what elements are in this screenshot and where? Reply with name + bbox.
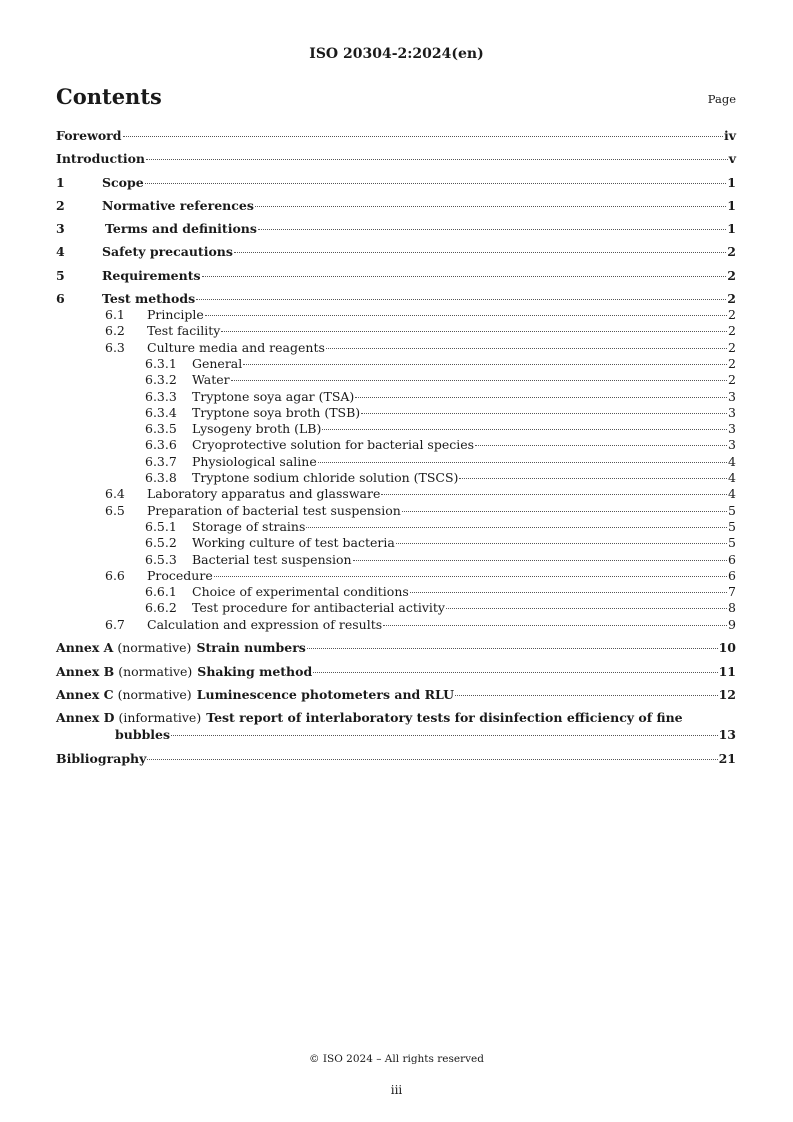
toc-entry-title: Scope xyxy=(102,174,144,190)
toc-section-number: 6.3.4 xyxy=(145,404,177,420)
toc-entry-title-line1: Test report of interlaboratory tests for disinfection efficiency of fine xyxy=(206,710,683,726)
toc-entry-title: Lysogeny broth (LB) xyxy=(192,421,322,437)
annex-label: Annex A xyxy=(56,640,114,656)
toc-entry-title: Test facility xyxy=(147,323,221,339)
toc-page-number: 3 xyxy=(728,388,736,404)
toc-entry-test-facility[interactable] xyxy=(56,323,736,339)
toc-page-number: 8 xyxy=(728,600,736,616)
toc-entry-title: Bacterial test suspension xyxy=(192,551,352,567)
toc-section-number: 5 xyxy=(56,267,65,283)
toc-page-number: 1 xyxy=(727,197,736,213)
toc-section-number: 6.5.3 xyxy=(145,551,177,567)
toc-section-number: 6.2 xyxy=(105,323,125,339)
toc-entry-title: Normative references xyxy=(102,197,254,213)
toc-page-number: 1 xyxy=(727,221,736,237)
toc-entry-title: Test methods xyxy=(102,291,196,307)
toc-entry-title: Principle xyxy=(147,307,204,323)
toc-entry-principle[interactable] xyxy=(56,307,736,323)
toc-entry-title: Safety precautions xyxy=(102,244,233,260)
leader-dots xyxy=(361,413,727,414)
leader-dots xyxy=(123,136,723,137)
annex-kind: (normative) xyxy=(117,686,192,702)
toc-entry-title: General xyxy=(192,355,243,371)
toc-entry-title: Calculation and expression of results xyxy=(147,616,383,632)
toc-section-number: 6.5.1 xyxy=(145,518,177,534)
toc-entry-title: Physiological saline xyxy=(192,453,317,469)
toc-entry-normative-references[interactable] xyxy=(56,197,736,214)
toc-section-number: 6.3 xyxy=(105,339,125,355)
toc-entry-general[interactable] xyxy=(56,356,736,372)
toc-entry-working-culture[interactable] xyxy=(56,535,736,551)
toc-page-number: 10 xyxy=(718,640,736,656)
document-id-header: ISO 20304-2:2024(en) xyxy=(309,46,484,62)
toc-section-number: 6.6.1 xyxy=(145,584,177,600)
leader-dots xyxy=(446,608,727,609)
toc-entry-calculation[interactable] xyxy=(56,617,736,633)
toc-entry-title: Bibliography xyxy=(56,750,147,766)
toc-entry-annex-d[interactable] xyxy=(56,709,736,743)
toc-page-number: 11 xyxy=(718,663,736,679)
toc-entry-title: Working culture of test bacteria xyxy=(192,535,395,551)
toc-entry-terms-and-definitions[interactable] xyxy=(56,220,736,237)
toc-section-number: 6.7 xyxy=(105,616,125,632)
toc-page-number: 2 xyxy=(727,244,736,260)
leader-dots xyxy=(231,380,727,381)
toc-entry-title: Tryptone sodium chloride solution (TSCS) xyxy=(192,470,459,486)
toc-section-number: 3 xyxy=(56,221,65,237)
toc-page-number: 3 xyxy=(728,437,736,453)
toc-section-number: 6.6.2 xyxy=(145,600,177,616)
toc-page-number: 6 xyxy=(728,551,736,567)
toc-page-number: 3 xyxy=(728,421,736,437)
toc-section-number: 4 xyxy=(56,244,65,260)
toc-section-number: 6 xyxy=(56,291,65,307)
page-column-label: Page xyxy=(707,92,736,106)
copyright-notice: © ISO 2024 – All rights reserved xyxy=(309,1053,484,1065)
leader-dots xyxy=(306,527,727,528)
toc-section-number: 2 xyxy=(56,197,65,213)
leader-dots xyxy=(146,159,728,160)
toc-page-number: 2 xyxy=(727,267,736,283)
toc-page-number: 6 xyxy=(728,567,736,583)
annex-kind: (informative) xyxy=(118,710,202,726)
toc-page-number: 12 xyxy=(718,686,736,702)
toc-page-number: 2 xyxy=(728,339,736,355)
leader-dots xyxy=(243,364,727,365)
toc-page-number: 2 xyxy=(728,372,736,388)
toc-entry-title: Cryoprotective solution for bacterial species xyxy=(192,437,475,453)
toc-page-number: 2 xyxy=(728,323,736,339)
toc-page-number: iv xyxy=(723,128,736,143)
toc-entry-title: Terms and definitions xyxy=(105,221,257,237)
toc-page-number: 7 xyxy=(728,584,736,600)
leader-dots xyxy=(402,511,727,512)
toc-section-number: 6.3.7 xyxy=(145,453,177,469)
toc-section-number: 6.3.3 xyxy=(145,388,177,404)
toc-page-number: 5 xyxy=(728,535,736,551)
toc-page-number: 4 xyxy=(728,453,736,469)
table-of-contents xyxy=(56,127,736,767)
toc-entry-title: Laboratory apparatus and glassware xyxy=(147,486,381,502)
toc-entry-test-procedure[interactable] xyxy=(56,600,736,616)
toc-entry-introduction[interactable] xyxy=(56,150,736,167)
leader-dots xyxy=(234,252,726,253)
toc-entry-title: Tryptone soya agar (TSA) xyxy=(192,388,355,404)
annex-kind: (normative) xyxy=(117,640,192,656)
toc-entry-title: Preparation of bacterial test suspension xyxy=(147,502,401,518)
toc-entry-title: Shaking method xyxy=(197,663,313,679)
leader-dots xyxy=(147,759,717,760)
toc-entry-culture-media[interactable] xyxy=(56,340,736,356)
toc-page-number: 9 xyxy=(728,616,736,632)
toc-entry-title: Procedure xyxy=(147,567,213,583)
toc-entry-title: Requirements xyxy=(102,267,201,283)
toc-entry-title: Test procedure for antibacterial activity xyxy=(192,600,445,616)
leader-dots xyxy=(475,445,727,446)
toc-entry-title: Storage of strains xyxy=(192,518,306,534)
toc-entry-annex-b[interactable] xyxy=(56,663,736,680)
toc-entry-annex-a[interactable] xyxy=(56,639,736,656)
toc-entry-lb[interactable] xyxy=(56,421,736,437)
leader-dots xyxy=(353,560,727,561)
leader-dots xyxy=(318,462,727,463)
toc-entry-procedure[interactable] xyxy=(56,568,736,584)
leader-dots xyxy=(255,206,726,207)
toc-page-number: 2 xyxy=(727,291,736,307)
annex-label: Annex C xyxy=(56,686,114,702)
toc-page-number: 5 xyxy=(728,502,736,518)
toc-page-number: 13 xyxy=(718,727,736,743)
toc-entry-tsa[interactable] xyxy=(56,389,736,405)
toc-section-number: 6.3.2 xyxy=(145,372,177,388)
toc-entry-tscs[interactable] xyxy=(56,470,736,486)
toc-page-number: v xyxy=(728,151,736,167)
toc-entry-title: Strain numbers xyxy=(196,640,306,656)
leader-dots xyxy=(202,276,727,277)
leader-dots xyxy=(459,478,727,479)
toc-entry-foreword[interactable] xyxy=(56,127,736,144)
leader-dots xyxy=(258,229,726,230)
toc-entry-title: Water xyxy=(192,372,230,388)
leader-dots xyxy=(355,397,727,398)
toc-section-number: 6.5 xyxy=(105,502,125,518)
leader-dots xyxy=(381,494,727,495)
annex-kind: (normative) xyxy=(118,663,193,679)
toc-entry-title: Introduction xyxy=(56,151,146,167)
toc-page-number: 5 xyxy=(728,518,736,534)
leader-dots xyxy=(145,183,727,184)
toc-entry-water[interactable] xyxy=(56,372,736,388)
toc-entry-storage-of-strains[interactable] xyxy=(56,519,736,535)
toc-section-number: 1 xyxy=(56,174,65,190)
toc-section-number: 6.3.5 xyxy=(145,421,177,437)
toc-entry-title: Foreword xyxy=(56,128,122,143)
toc-page-number: 4 xyxy=(728,486,736,502)
toc-entry-tsb[interactable] xyxy=(56,405,736,421)
toc-entry-bacterial-test-suspension[interactable] xyxy=(56,552,736,568)
toc-entry-requirements[interactable] xyxy=(56,267,736,284)
toc-section-number: 6.3.8 xyxy=(145,470,177,486)
toc-page-number: 2 xyxy=(728,355,736,371)
toc-page-number: 4 xyxy=(728,470,736,486)
leader-dots xyxy=(326,348,727,349)
toc-entry-title: Choice of experimental conditions xyxy=(192,584,409,600)
annex-label: Annex B xyxy=(56,663,115,679)
toc-entry-preparation-suspension[interactable] xyxy=(56,503,736,519)
toc-entry-cryoprotective[interactable] xyxy=(56,437,736,453)
toc-section-number: 6.5.2 xyxy=(145,535,177,551)
toc-page-number: 1 xyxy=(727,174,736,190)
contents-title: Contents xyxy=(56,84,162,109)
toc-section-number: 6.4 xyxy=(105,486,125,502)
page-number: iii xyxy=(390,1083,403,1097)
toc-entry-title-line2: bubbles xyxy=(115,727,171,743)
toc-entry-safety-precautions[interactable] xyxy=(56,243,736,260)
leader-dots xyxy=(383,625,727,626)
leader-dots xyxy=(313,672,717,673)
toc-entry-annex-c[interactable] xyxy=(56,686,736,703)
toc-page-number: 3 xyxy=(728,404,736,420)
leader-dots xyxy=(410,592,727,593)
leader-dots xyxy=(214,576,727,577)
toc-entry-physiological-saline[interactable] xyxy=(56,454,736,470)
leader-dots xyxy=(322,429,727,430)
leader-dots xyxy=(196,299,726,300)
toc-section-number: 6.1 xyxy=(105,307,125,323)
toc-entry-title: Luminescence photometers and RLU xyxy=(196,686,455,702)
toc-section-number: 6.3.6 xyxy=(145,437,177,453)
leader-dots xyxy=(396,543,727,544)
toc-entry-test-methods[interactable] xyxy=(56,290,736,307)
toc-section-number: 6.3.1 xyxy=(145,355,177,371)
leader-dots xyxy=(205,315,727,316)
toc-entry-scope[interactable] xyxy=(56,174,736,191)
leader-dots xyxy=(221,331,727,332)
annex-label: Annex D xyxy=(56,710,115,726)
leader-dots xyxy=(171,735,718,736)
toc-entry-title: Culture media and reagents xyxy=(147,339,325,355)
toc-entry-laboratory-apparatus[interactable] xyxy=(56,486,736,502)
toc-entry-bibliography[interactable] xyxy=(56,750,736,767)
toc-page-number: 21 xyxy=(718,750,736,766)
leader-dots xyxy=(307,648,718,649)
toc-entry-experimental-conditions[interactable] xyxy=(56,584,736,600)
toc-page-number: 2 xyxy=(728,307,736,323)
toc-entry-title: Tryptone soya broth (TSB) xyxy=(192,404,361,420)
leader-dots xyxy=(455,695,718,696)
toc-section-number: 6.6 xyxy=(105,567,125,583)
